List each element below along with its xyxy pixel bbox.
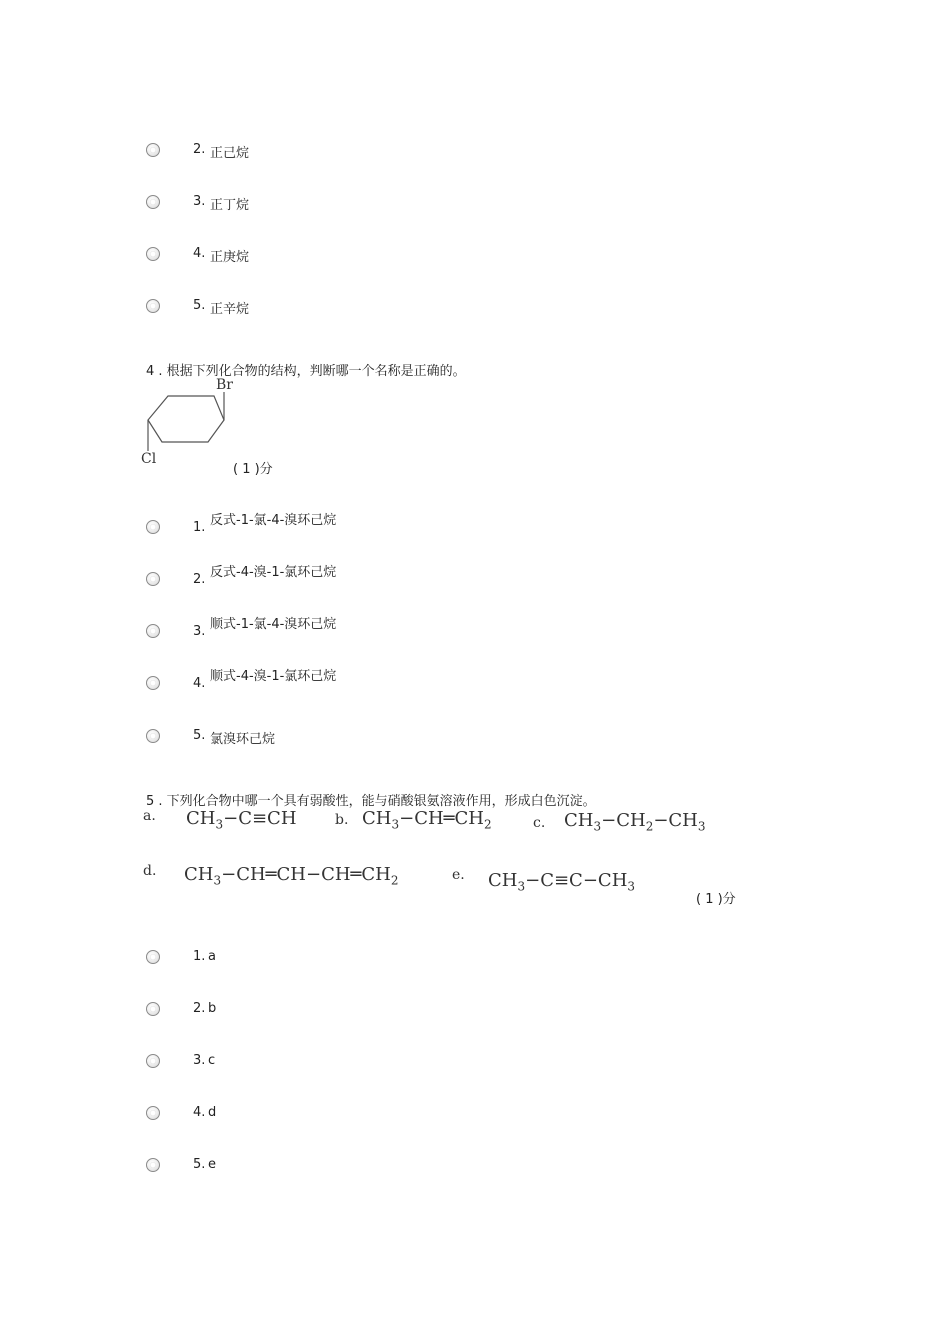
option-number: 5. (193, 728, 206, 743)
option-number: 5. (193, 298, 206, 313)
compound-c-formula: $CH_3-CH_2-CH_3$ (564, 810, 706, 834)
option-number: 2. (193, 1001, 206, 1016)
radio-button[interactable] (146, 143, 160, 157)
option-number: 3. (193, 1053, 206, 1068)
option-number: 5. (193, 1157, 206, 1172)
chlorine-label: Cl (141, 451, 157, 467)
option-number: 3. (193, 624, 206, 639)
option-number: 4. (193, 246, 206, 261)
question-4-score: ( 1 )分 (233, 462, 273, 477)
option-text: 反式-4-溴-1-氯环己烷 (210, 565, 337, 580)
option-text: 顺式-4-溴-1-氯环己烷 (210, 669, 337, 684)
compound-b-formula: $CH_3-CH═CH_2$ (362, 808, 492, 832)
compound-b-label: b. (335, 812, 349, 828)
radio-button[interactable] (146, 520, 160, 534)
compound-a-formula: $CH_3-C\equiv CH$ (186, 808, 297, 832)
option-number: 4. (193, 1105, 206, 1120)
option-number: 2. (193, 572, 206, 587)
radio-button[interactable] (146, 676, 160, 690)
bromine-label: Br (216, 377, 233, 393)
option-text: 正辛烷 (210, 302, 250, 317)
option-number: 4. (193, 676, 206, 691)
option-text: 正丁烷 (210, 198, 250, 213)
option-text: a (208, 949, 216, 964)
compound-e-label: e. (452, 867, 465, 883)
compound-e-formula: $CH_3-C\equiv C-CH_3$ (488, 870, 636, 894)
compound-d-label: d. (143, 863, 157, 879)
radio-button[interactable] (146, 950, 160, 964)
radio-button[interactable] (146, 624, 160, 638)
option-number: 2. (193, 142, 206, 157)
radio-button[interactable] (146, 299, 160, 313)
option-text: 正庚烷 (210, 250, 250, 265)
option-text: 氯溴环己烷 (210, 732, 276, 747)
option-text: 顺式-1-氯-4-溴环己烷 (210, 617, 337, 632)
radio-button[interactable] (146, 195, 160, 209)
compound-c-label: c. (533, 815, 546, 831)
option-text: 正己烷 (210, 146, 250, 161)
radio-button[interactable] (146, 247, 160, 261)
compound-d-formula: $CH_3-CH═CH-CH═CH_2$ (184, 864, 399, 888)
option-text: c (208, 1053, 216, 1068)
radio-button[interactable] (146, 729, 160, 743)
option-number: 1. (193, 520, 206, 535)
option-text: 反式-1-氯-4-溴环己烷 (210, 513, 337, 528)
radio-button[interactable] (146, 1002, 160, 1016)
radio-button[interactable] (146, 572, 160, 586)
option-number: 1. (193, 949, 206, 964)
radio-button[interactable] (146, 1054, 160, 1068)
question-4-title: 4 . 根据下列化合物的结构，判断哪一个名称是正确的。 (146, 364, 466, 379)
radio-button[interactable] (146, 1106, 160, 1120)
option-text: d (208, 1105, 217, 1120)
option-number: 3. (193, 194, 206, 209)
question-5-title: 5 . 下列化合物中哪一个具有弱酸性，能与硝酸银氨溶液作用，形成白色沉淀。 (146, 794, 596, 809)
radio-button[interactable] (146, 1158, 160, 1172)
option-text: b (208, 1001, 217, 1016)
compound-a-label: a. (143, 808, 156, 824)
option-text: e (208, 1157, 216, 1172)
question-5-score: ( 1 )分 (696, 892, 736, 907)
